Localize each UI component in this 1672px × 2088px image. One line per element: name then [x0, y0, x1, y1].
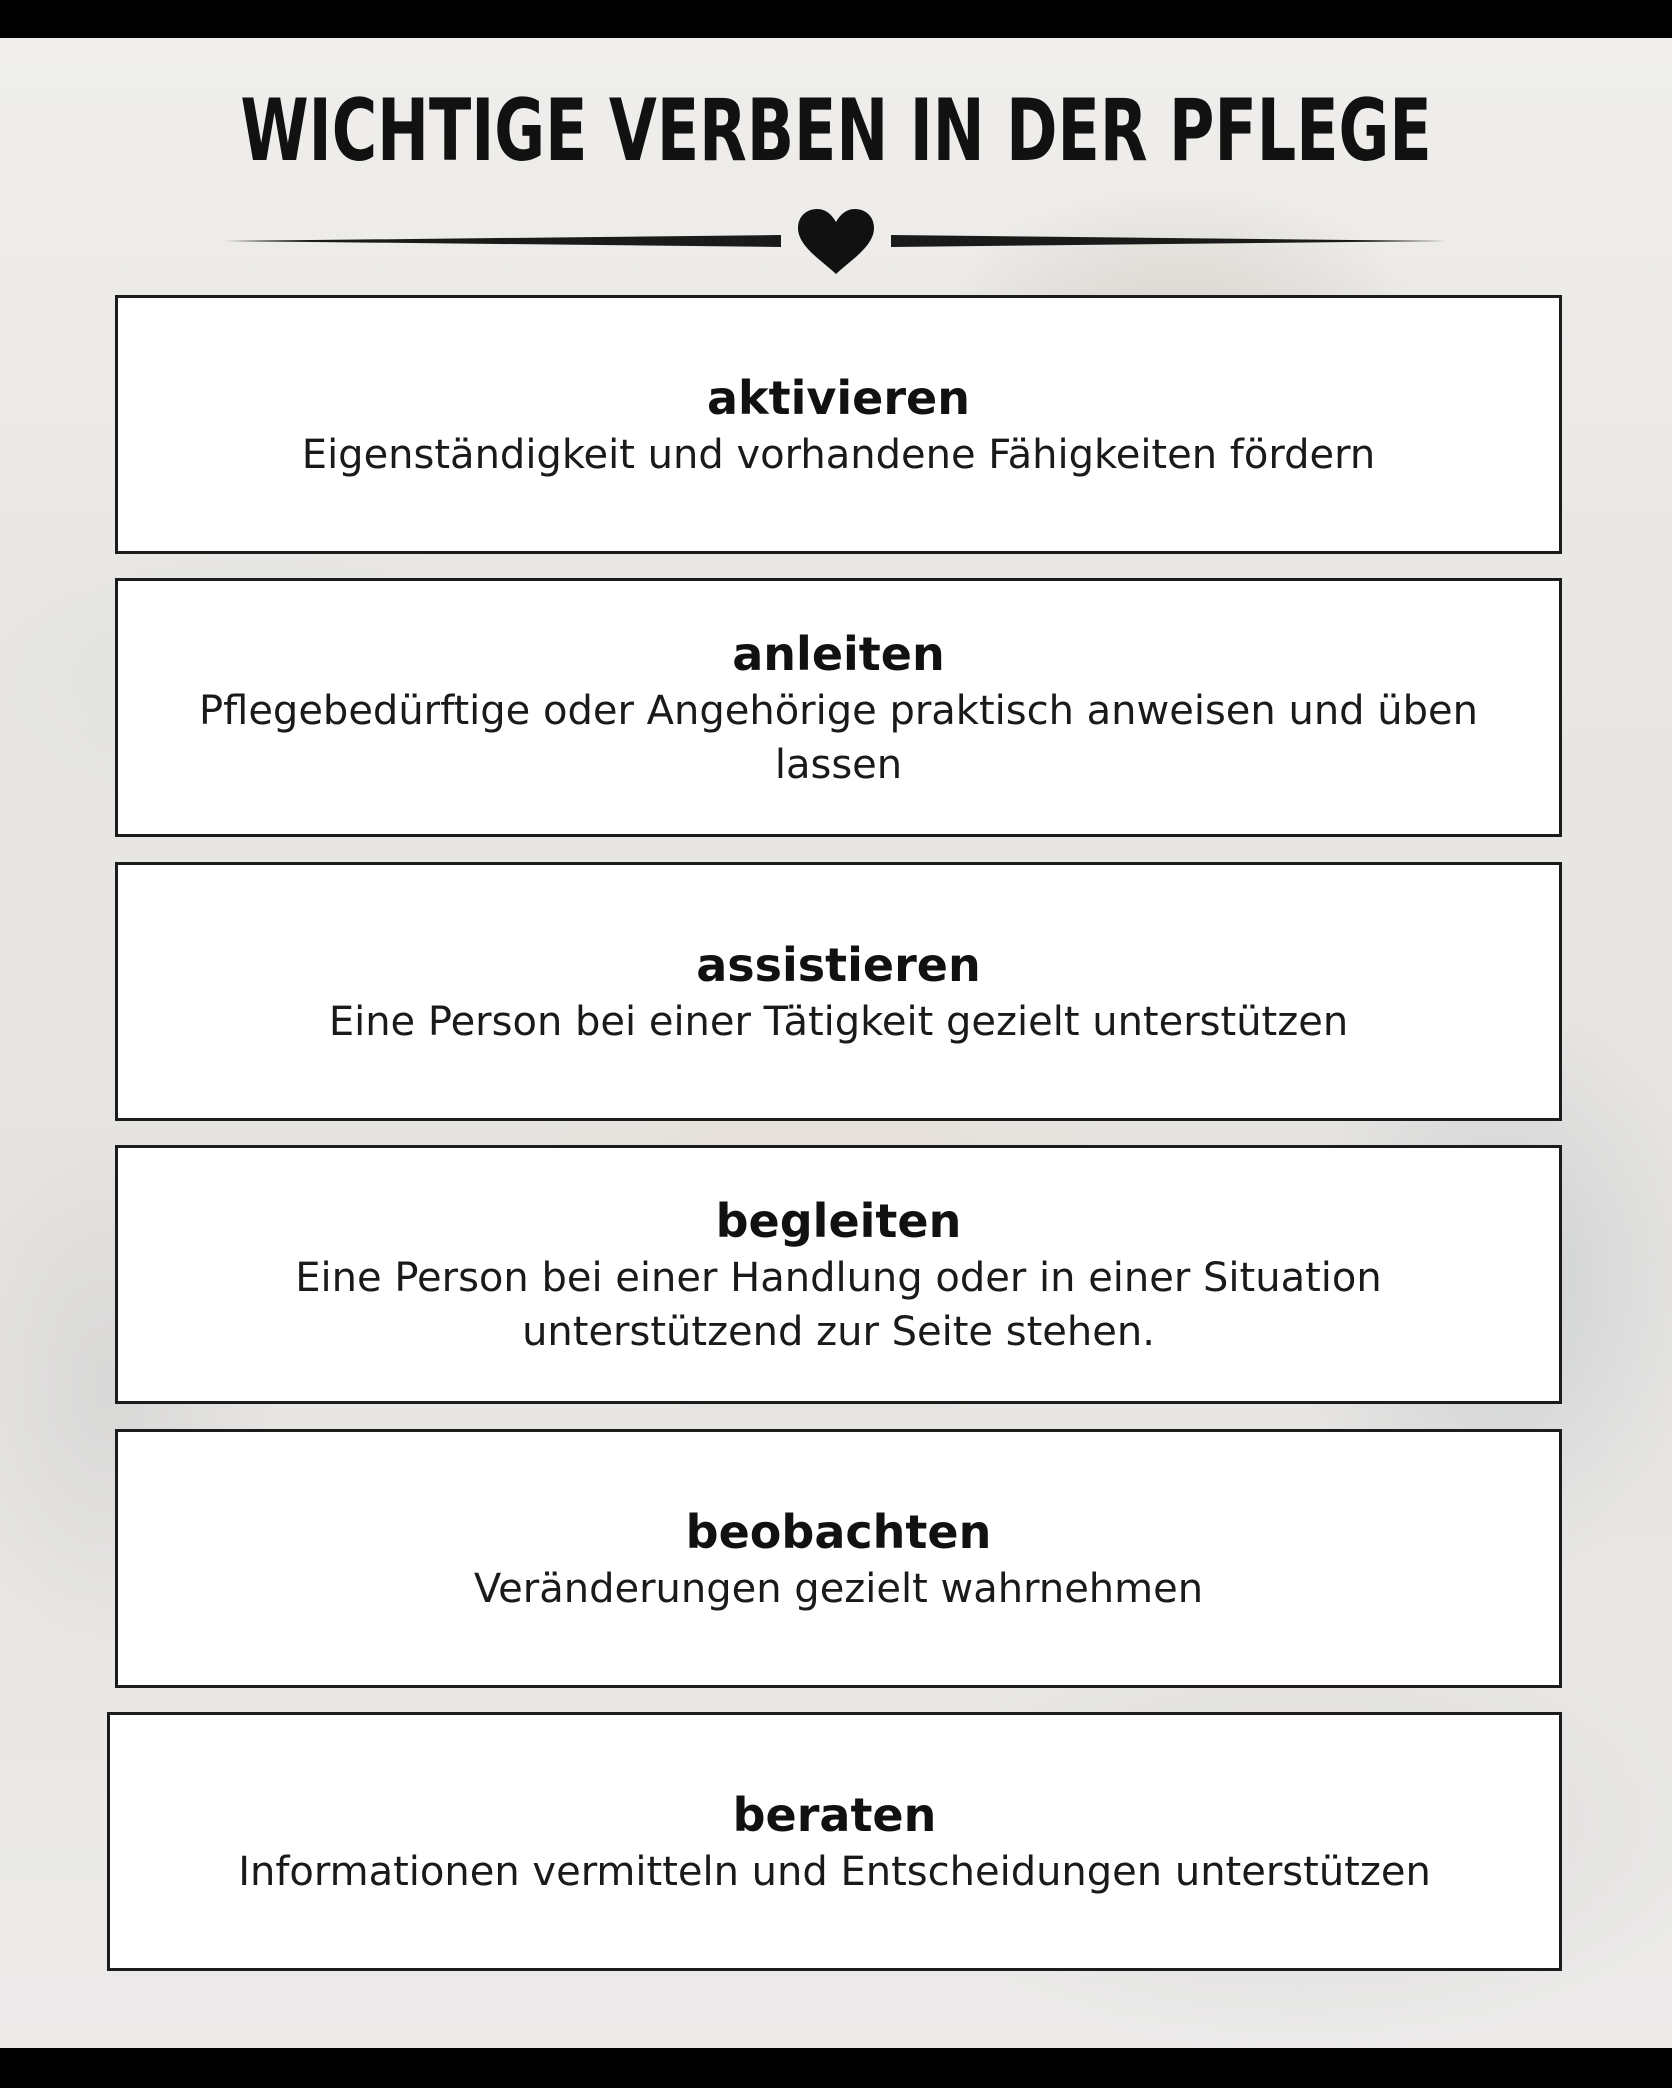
- verb-card-beraten: [107, 1712, 1562, 1971]
- verb-description: Veränderungen gezielt wahrnehmen: [473, 1565, 1204, 1612]
- verb-description: Informationen vermitteln und Entscheidungen unterstützen: [238, 1848, 1431, 1895]
- verb-description: Pflegebedürftige oder Angehörige praktisch anweisen und üben lassen: [199, 687, 1478, 788]
- title-divider: [225, 206, 1447, 276]
- verb-label: anleiten: [732, 626, 945, 681]
- bottom-black-bar: [0, 2048, 1672, 2088]
- verb-label: aktivieren: [707, 370, 970, 425]
- verb-label: beraten: [732, 1787, 937, 1842]
- infographic-page: [0, 38, 1672, 2048]
- verb-label: beobachten: [685, 1504, 992, 1559]
- verb-description: Eigenständigkeit und vorhandene Fähigkeiten fördern: [301, 431, 1376, 478]
- verb-card-begleiten: [115, 1145, 1562, 1404]
- verb-label: assistieren: [696, 937, 981, 992]
- verb-description: Eine Person bei einer Handlung oder in einer Situation unterstützend zur Seite stehen.: [295, 1254, 1382, 1355]
- verb-card-beobachten: [115, 1429, 1562, 1688]
- page-title: WICHTIGE VERBEN IN DER PFLEGE: [240, 81, 1432, 181]
- verb-card-aktivieren: [115, 295, 1562, 554]
- verb-card-anleiten: [115, 578, 1562, 837]
- divider-line-right: [891, 235, 1447, 247]
- top-black-bar: [0, 0, 1672, 38]
- verb-card-assistieren: [115, 862, 1562, 1121]
- verb-description: Eine Person bei einer Tätigkeit gezielt unterstützen: [328, 998, 1349, 1045]
- divider-line-left: [225, 235, 781, 247]
- verb-label: begleiten: [715, 1193, 962, 1248]
- heart-icon: [798, 209, 874, 274]
